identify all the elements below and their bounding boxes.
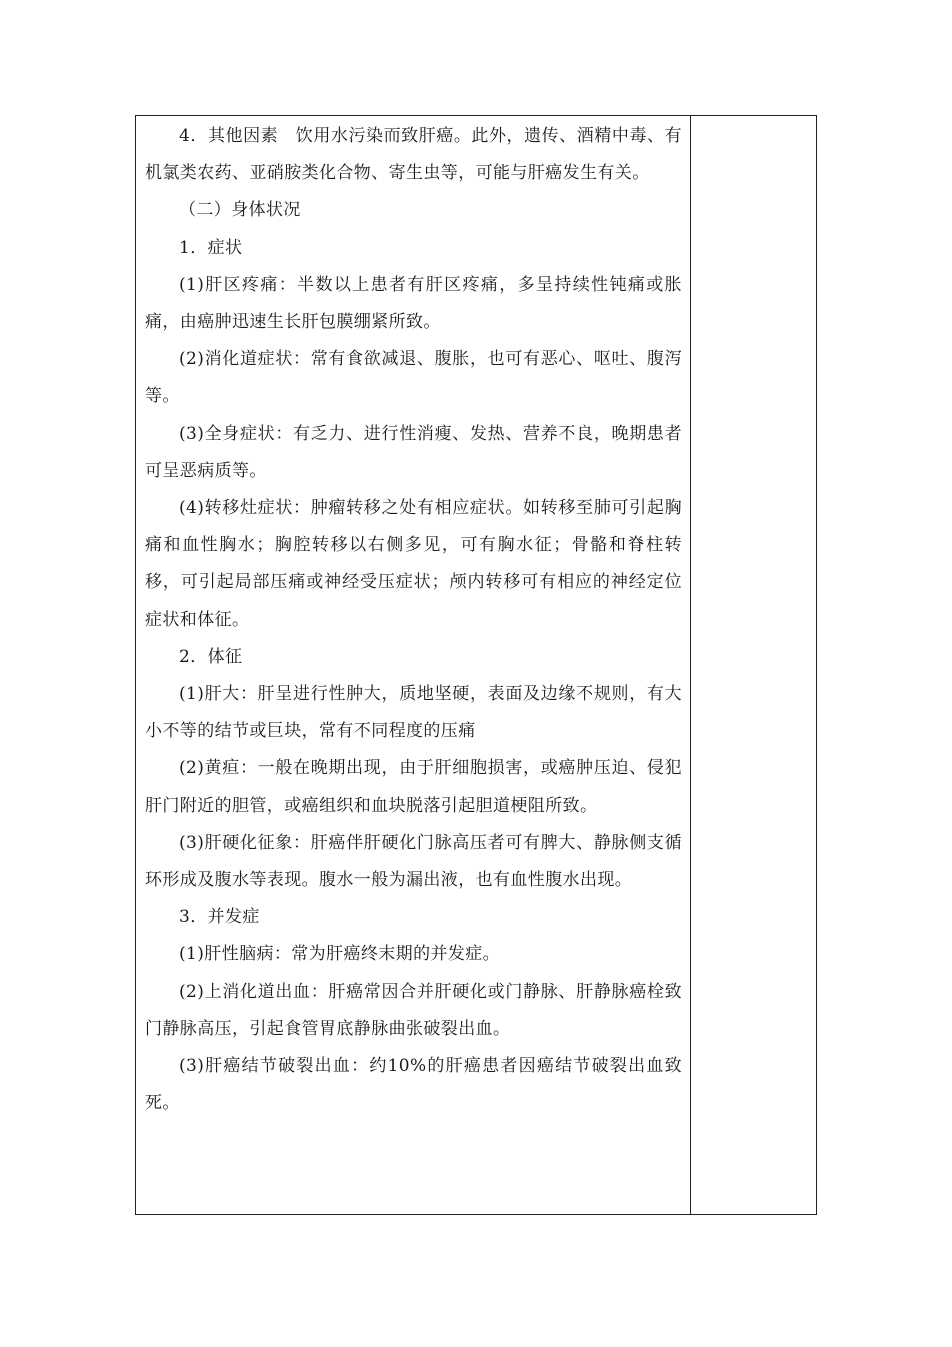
notes-cell [691,116,816,1214]
paragraph-cirrhosis-signs: (3)肝硬化征象：肝癌伴肝硬化门脉高压者可有脾大、静脉侧支循环形成及腹水等表现。腹水一般为漏出液，也有血性腹水出现。 [145,832,682,891]
paragraph-metastasis-symptoms: (4)转移灶症状：肿瘤转移之处有相应症状。如转移至肺可引起胸痛和血性胸水；胸腔转移以右侧多见，可有胸水征；骨骼和脊柱转移，可引起局部压痛或神经受压症状；颅内转移可有相应的神经定位症状和体征。 [145,498,682,630]
paragraph-liver-pain: (1)肝区疼痛：半数以上患者有肝区疼痛，多呈持续性钝痛或胀痛，由癌肿迅速生长肝包膜绷紧所致。 [145,274,682,333]
paragraph-gi-bleeding: (2)上消化道出血：肝癌常因合并肝硬化或门静脉、肝静脉癌栓致门静脉高压，引起食管胃底静脉曲张破裂出血。 [145,981,682,1039]
heading-symptoms: 1．症状 [179,237,243,258]
content-cell [136,116,690,1122]
paragraph-systemic-symptoms: (3)全身症状：有乏力、进行性消瘦、发热、营养不良，晚期患者可呈恶病质等。 [145,423,682,481]
paragraph-nodule-rupture: (3)肝癌结节破裂出血：约10%的肝癌患者因癌结节破裂出血致死。 [145,1056,682,1114]
paragraph-hepatic-encephalopathy: (1)肝性脑病：常为肝癌终末期的并发症。 [179,944,501,965]
heading-physical-condition: （二）身体状况 [179,200,301,221]
document-table [135,115,817,1215]
paragraph-other-factors: 4．其他因素 饮用水污染而致肝癌。此外，遗传、酒精中毒、有机氯类农药、亚硝胺类化合物、寄生虫等，可能与肝癌发生有关。 [145,126,682,184]
paragraph-digestive-symptoms: (2)消化道症状：常有食欲减退、腹胀，也可有恶心、呕吐、腹泻等。 [145,349,682,407]
paragraph-jaundice: (2)黄疸：一般在晚期出现，由于肝细胞损害，或癌肿压迫、侵犯肝门附近的胆管，或癌组织和血块脱落引起胆道梗阻所致。 [145,758,682,816]
heading-signs: 2．体征 [179,646,243,667]
paragraph-hepatomegaly: (1)肝大：肝呈进行性肿大，质地坚硬，表面及边缘不规则，有大小不等的结节或巨块，常有不同程度的压痛 [145,684,682,742]
heading-complications: 3．并发症 [179,907,260,928]
